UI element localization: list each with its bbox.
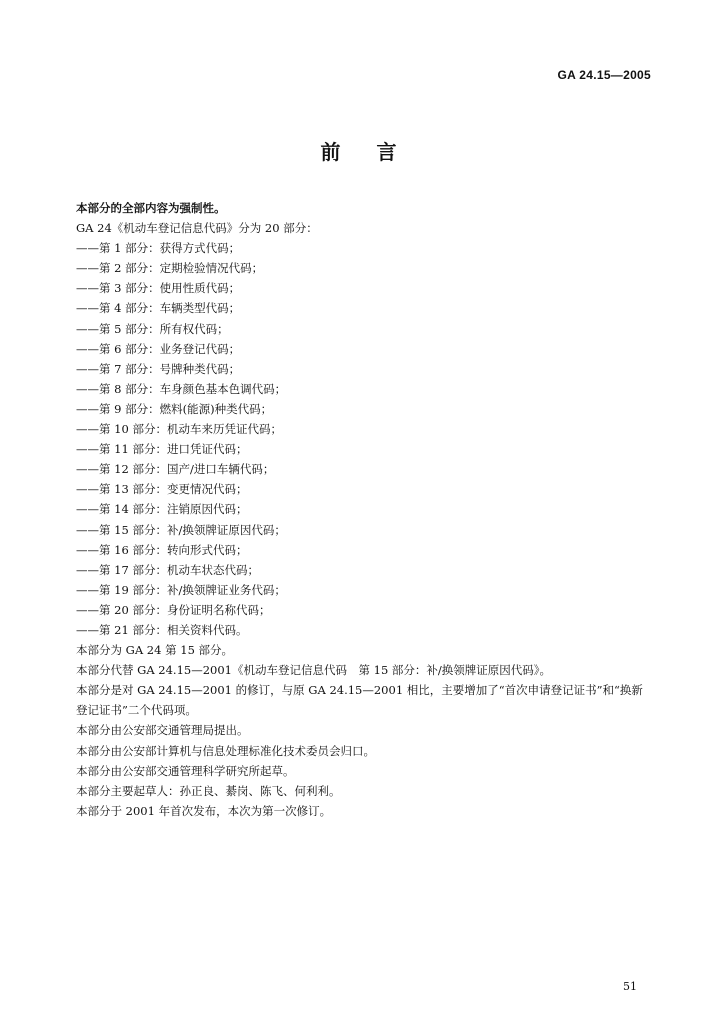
part-list-item: ——第 3 部分：使用性质代码； xyxy=(76,281,241,296)
part-list-item: ——第 20 部分：身份证明名称代码； xyxy=(76,602,271,617)
part-list-item: ——第 17 部分：机动车状态代码； xyxy=(76,562,259,577)
revision-paragraph xyxy=(49,680,651,720)
part-list-item: ——第 5 部分：所有权代码； xyxy=(76,321,229,336)
standard-code: GA 24.15—2005 xyxy=(557,68,651,82)
publication-statement: 本部分于 2001 年首次发布，本次为第一次修订。 xyxy=(76,803,332,818)
part-list-item: ——第 9 部分：燃料(能源)种类代码； xyxy=(76,401,273,416)
part-list-item: ——第 2 部分：定期检验情况代码； xyxy=(76,261,264,276)
mandatory-statement: 本部分的全部内容为强制性。 xyxy=(76,201,226,215)
part-list-item: ——第 15 部分：补/换领牌证原因代码； xyxy=(76,522,286,537)
part-list-item: ——第 14 部分：注销原因代码； xyxy=(76,502,248,517)
part-list-item: ——第 8 部分：车身颜色基本色调代码； xyxy=(76,381,287,396)
proposer-statement: 本部分由公安部交通管理局提出。 xyxy=(76,723,249,738)
revision-text: 本部分是对 GA 24.15—2001 的修订，与原 GA 24.15—2001 相比，主要增加了“首次申请登记证书”和“换新登记证书”二个代码项。 xyxy=(76,683,643,718)
drafter-statement: 本部分由公安部交通管理科学研究所起草。 xyxy=(76,763,295,778)
part-list-item: ——第 1 部分：获得方式代码； xyxy=(76,241,241,256)
part-list-item: ——第 7 部分：号牌种类代码； xyxy=(76,361,241,376)
page-title: 前言 xyxy=(320,140,433,164)
part-list-item: ——第 21 部分：相关资料代码。 xyxy=(76,622,248,637)
part-list-item: ——第 16 部分：转向形式代码； xyxy=(76,542,248,557)
part-list-item: ——第 11 部分：进口凭证代码； xyxy=(76,442,248,457)
part-statement: 本部分为 GA 24 第 15 部分。 xyxy=(76,643,234,658)
page-number: 51 xyxy=(623,980,637,993)
part-list-item: ——第 6 部分：业务登记代码； xyxy=(76,341,241,356)
replacement-statement: 本部分代替 GA 24.15—2001《机动车登记信息代码 第 15 部分：补/换领牌证原因代码》。 xyxy=(76,663,552,678)
authors-statement: 本部分主要起草人：孙正良、綦岗、陈飞、何利利。 xyxy=(76,783,341,798)
part-list-item: ——第 12 部分：国产/进口车辆代码； xyxy=(76,462,275,477)
part-list-item: ——第 13 部分：变更情况代码； xyxy=(76,482,248,497)
part-list-item: ——第 10 部分：机动车来历凭证代码； xyxy=(76,422,282,437)
parts-intro: GA 24《机动车登记信息代码》分为 20 部分： xyxy=(76,221,318,236)
part-list-item: ——第 4 部分：车辆类型代码； xyxy=(76,301,241,316)
part-list-item: ——第 19 部分：补/换领牌证业务代码； xyxy=(76,582,286,597)
committee-statement: 本部分由公安部计算机与信息处理标准化技术委员会归口。 xyxy=(76,743,375,758)
document-body xyxy=(76,198,651,821)
